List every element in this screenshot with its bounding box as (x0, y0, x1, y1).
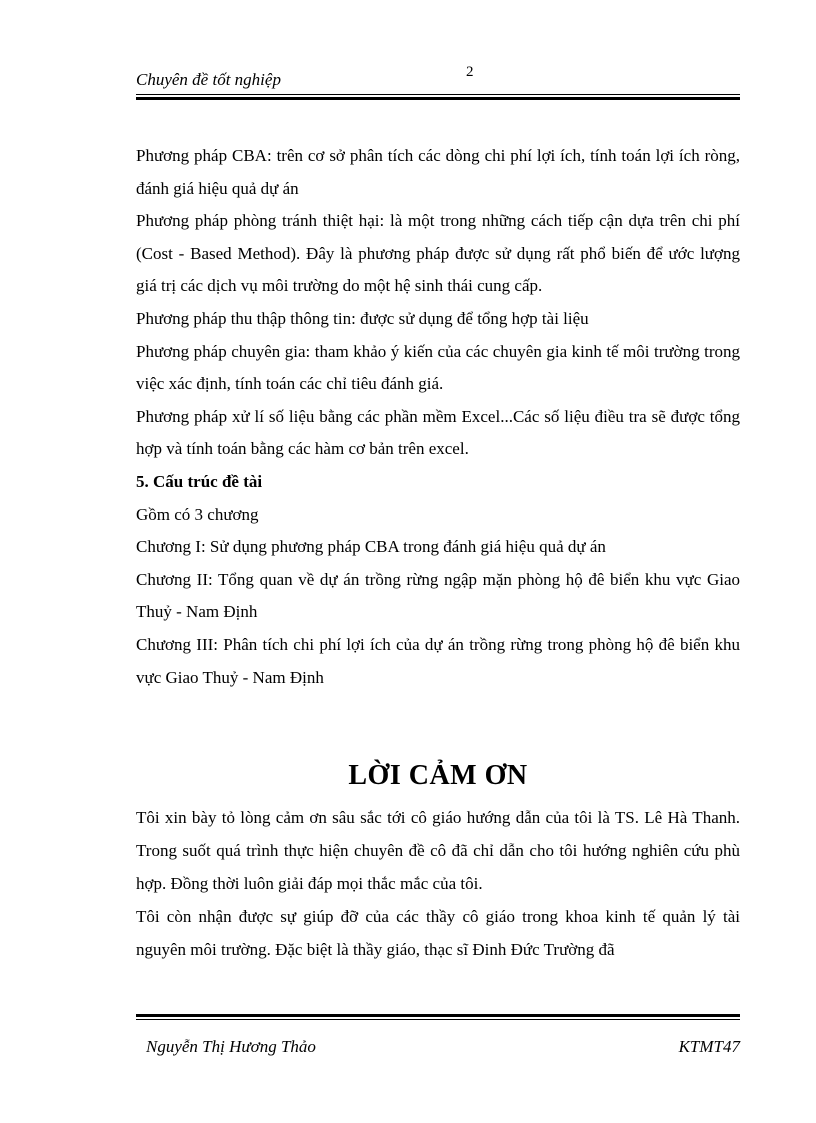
method-paragraph: Phương pháp chuyên gia: tham khảo ý kiến của các chuyên gia kinh tế môi trường trong việc xác định, tính toán các chỉ tiêu đánh giá. (136, 341, 740, 394)
footer-author: Nguyễn Thị Hương Thảo (146, 1037, 316, 1056)
structure-intro: Gồm có 3 chương (136, 504, 259, 524)
method-paragraph: Phương pháp phòng tránh thiệt hại: là một trong những cách tiếp cận dựa trên chi phí (Cost - Based Method). Đây là phương pháp được sử dụng rất phổ biến để ước lượng giá trị các dịch vụ môi trường do một hệ sinh thái cung cấp. (136, 211, 740, 296)
method-paragraph: Phương pháp thu thập thông tin: được sử dụng để tổng hợp tài liệu (136, 308, 589, 328)
chapter-item: Chương III: Phân tích chi phí lợi ích của dự án trồng rừng trong phòng hộ đê biển khu vực Giao Thuỷ - Nam Định (136, 634, 740, 687)
page-number: 2 (466, 64, 474, 80)
chapter-item: Chương II: Tổng quan về dự án trồng rừng ngập mặn phòng hộ đê biển khu vực Giao Thuỷ - Nam Định (136, 569, 740, 622)
footer-rule (136, 1014, 740, 1020)
method-paragraph: Phương pháp CBA: trên cơ sở phân tích các dòng chi phí lợi ích, tính toán lợi ích ròng, đánh giá hiệu quả dự án (136, 146, 740, 198)
footer-class: KTMT47 (678, 1037, 740, 1056)
acknowledgement-paragraph: Tôi xin bày tỏ lòng cảm ơn sâu sắc tới cô giáo hướng dẫn của tôi là TS. Lê Hà Thanh. Trong suốt quá trình thực hiện chuyên đề cô đã chỉ dẫn cho tôi hướng nghiên cứu phù hợp. Đồng thời luôn giải đáp mọi thắc mắc của tôi. (136, 808, 740, 893)
acknowledgement-paragraph: Tôi còn nhận được sự giúp đỡ của các thầy cô giáo trong khoa kinh tế quản lý tài nguyên môi trường. Đặc biệt là thầy giáo, thạc sĩ Đinh Đức Trường đã (136, 907, 740, 959)
section-heading: 5. Cấu trúc đề tài (136, 471, 263, 491)
method-paragraph: Phương pháp xử lí số liệu bằng các phần mềm Excel...Các số liệu điều tra sẽ được tổng hợp và tính toán bằng các hàm cơ bản trên excel. (136, 406, 740, 459)
chapter-item: Chương I: Sử dụng phương pháp CBA trong đánh giá hiệu quả dự án (136, 537, 606, 557)
methods-section (136, 140, 740, 694)
acknowledgement-section (136, 801, 740, 966)
header-rule (136, 94, 740, 100)
acknowledgement-title: LỜI CẢM ƠN (348, 760, 528, 791)
header-title: Chuyên đề tốt nghiệp (136, 70, 281, 89)
